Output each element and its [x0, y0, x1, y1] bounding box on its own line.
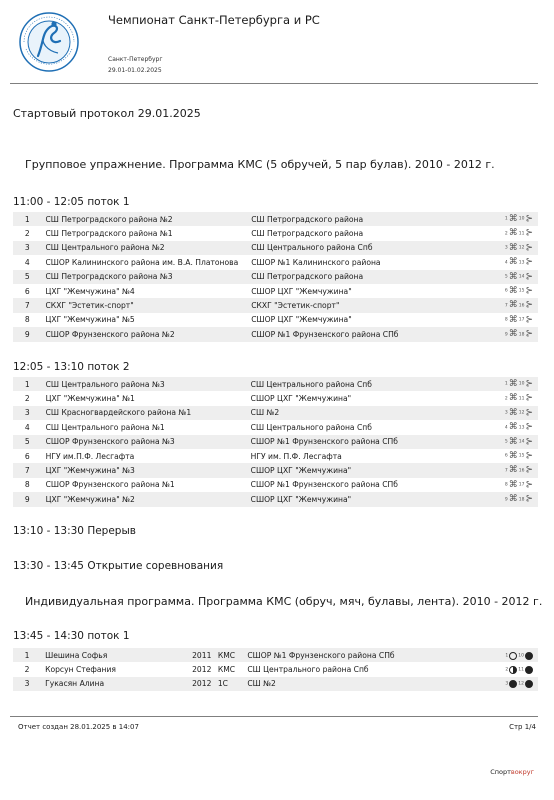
apparatus-order: [481, 377, 538, 391]
apparatus-order-1: 1: [505, 653, 509, 659]
start-number: 5: [13, 270, 42, 284]
start-number: 7: [13, 298, 42, 312]
ball-icon: [525, 680, 533, 688]
header-divider: [10, 83, 538, 84]
brand-logo: [490, 768, 534, 776]
ball-icon: [509, 666, 517, 674]
apparatus-order-2: 11: [518, 667, 524, 673]
club-name: СШОР ЦХГ "Жемчужина": [250, 394, 352, 404]
apparatus-order-1: 6: [504, 288, 508, 294]
clubs-icon: ⊱: [525, 271, 533, 282]
ball-icon: [509, 680, 517, 688]
team-name: СШ Красногвардейского района №1: [42, 406, 251, 420]
opening-title: 13:30 - 13:45 Открытие соревнования: [13, 560, 224, 572]
clubs-icon: ⊱: [525, 257, 533, 268]
apparatus-order-1: 6: [504, 453, 508, 459]
team-name: СШОР Калининского района им. В.А. Платонова: [45, 257, 239, 267]
clubs-icon: ⊱: [525, 285, 533, 296]
apparatus-order-2: 14: [518, 274, 525, 280]
apparatus-order-1: 7: [504, 468, 508, 474]
apparatus-order-2: 11: [518, 396, 525, 402]
apparatus-order-1: 2: [504, 396, 508, 402]
team-name: СШ Петроградского района №1: [45, 229, 173, 239]
club-name: СКХГ "Эстетик-спорт": [251, 298, 481, 312]
competition-city: Санкт-Петербург: [108, 56, 163, 63]
apparatus-order-1: 3: [504, 245, 508, 251]
club-name: СШ Петроградского района: [251, 270, 481, 284]
hoop-clubs-icon: ⌘: [508, 329, 518, 340]
hoop-clubs-icon: ⌘: [508, 479, 518, 490]
team-name: СКХГ "Эстетик-спорт": [42, 298, 252, 312]
club-name: НГУ им. П.Ф. Лесгафта: [250, 451, 342, 461]
start-number: 3: [13, 677, 41, 691]
apparatus-order-1: 5: [504, 274, 508, 280]
birth-year: 2012: [192, 677, 218, 691]
start-number: 5: [13, 435, 42, 449]
apparatus-order: [481, 463, 538, 477]
apparatus-order-2: 18: [518, 332, 525, 338]
apparatus-order-1: 9: [504, 332, 508, 338]
start-list-table: [13, 648, 538, 691]
hoop-clubs-icon: ⌘: [508, 450, 518, 461]
apparatus-order-2: 15: [518, 288, 525, 294]
start-number: 4: [24, 257, 30, 267]
apparatus-order: [481, 449, 538, 463]
apparatus-order: [481, 241, 538, 255]
apparatus-order-1: 1: [504, 381, 508, 387]
clubs-icon: ⊱: [525, 300, 533, 311]
brand-part-2: вокруг: [510, 768, 534, 776]
category-title-group: Групповое упражнение. Программа КМС (5 обручей, 5 пар булав). 2010 - 2012 г.: [25, 158, 495, 171]
start-number: 3: [13, 241, 42, 255]
apparatus-order-2: 13: [518, 425, 525, 431]
start-number: 1: [13, 377, 42, 391]
team-name: СШ Петроградского района №2: [42, 212, 252, 226]
apparatus-order: [481, 226, 538, 240]
federation-logo: [14, 11, 84, 73]
hoop-clubs-icon: ⌘: [508, 378, 518, 389]
apparatus-order-2: 17: [518, 482, 525, 488]
club-name: СШОР №1 Фрунзенского района СПб: [251, 327, 481, 341]
club-name: СШ Центрального района Спб: [250, 422, 372, 432]
clubs-icon: ⊱: [525, 479, 533, 490]
birth-year: 2011: [192, 648, 218, 662]
clubs-icon: ⊱: [525, 407, 533, 418]
apparatus-order-2: 13: [518, 260, 525, 266]
clubs-icon: ⊱: [525, 393, 533, 404]
apparatus-order: [481, 391, 538, 405]
clubs-icon: ⊱: [525, 228, 533, 239]
apparatus-order-2: 16: [518, 303, 525, 309]
hoop-clubs-icon: ⌘: [508, 393, 518, 404]
apparatus-order: [481, 406, 538, 420]
club-name: СШОР ЦХГ "Жемчужина": [251, 286, 352, 296]
clubs-icon: ⊱: [525, 465, 533, 476]
apparatus-order: [481, 327, 538, 341]
start-list-table: [13, 212, 538, 342]
apparatus-order-2: 10: [518, 381, 525, 387]
flow-title: 11:00 - 12:05 поток 1: [13, 196, 130, 208]
apparatus-order: [481, 420, 538, 434]
apparatus-order-1: 4: [504, 260, 508, 266]
team-name: СШОР Фрунзенского района №3: [42, 435, 251, 449]
hoop-clubs-icon: ⌘: [508, 422, 518, 433]
hoop-clubs-icon: ⌘: [508, 213, 518, 224]
apparatus-order-2: 10: [518, 216, 525, 222]
apparatus-order-2: 10: [518, 653, 524, 659]
start-number: 2: [24, 665, 30, 675]
apparatus-order: [481, 270, 538, 284]
ball-icon: [509, 652, 517, 660]
club-name: СШ Центрального района Спб: [251, 241, 481, 255]
team-name: СШ Петроградского района №3: [42, 270, 252, 284]
clubs-icon: ⊱: [525, 242, 533, 253]
apparatus-order-1: 5: [504, 439, 508, 445]
start-number: 6: [24, 451, 30, 461]
apparatus-order-1: 7: [504, 303, 508, 309]
page-number: Стр 1/4: [509, 723, 536, 731]
table-row: [13, 662, 538, 676]
table-row: [13, 677, 538, 691]
clubs-icon: ⊱: [525, 378, 533, 389]
clubs-icon: ⊱: [525, 450, 533, 461]
apparatus-order-1: 3: [505, 681, 509, 687]
table-row: [13, 226, 538, 240]
protocol-title: Стартовый протокол 29.01.2025: [13, 107, 201, 120]
start-number: 4: [24, 422, 30, 432]
flow-title: 12:05 - 13:10 поток 2: [13, 361, 130, 373]
apparatus-order-1: 4: [504, 425, 508, 431]
hoop-clubs-icon: ⌘: [508, 314, 518, 325]
hoop-clubs-icon: ⌘: [508, 494, 518, 505]
sport-rank: КМС: [217, 665, 236, 675]
apparatus-order-2: 12: [518, 681, 524, 687]
competition-title: Чемпионат Санкт-Петербурга и РС: [108, 13, 320, 27]
footer-divider: [10, 716, 538, 717]
club-name: СШ Центрального района Спб: [251, 377, 482, 391]
table-row: [13, 406, 538, 420]
apparatus-order-1: 1: [504, 216, 508, 222]
apparatus-order: [481, 492, 538, 506]
table-row: [13, 492, 538, 506]
apparatus-order-2: 11: [518, 231, 525, 237]
start-number: 9: [13, 492, 42, 506]
athlete-name: Корсун Стефания: [45, 665, 116, 675]
start-list-table: [13, 377, 538, 507]
competition-dates: 29.01-01.02.2025: [108, 67, 162, 74]
club-name: СШОР №1 Калининского района: [251, 257, 381, 267]
table-row: [13, 212, 538, 226]
club-name: СШ Центрального района Спб: [247, 665, 369, 675]
club-name: СШОР №1 Фрунзенского района СПб: [250, 480, 398, 490]
team-name: СШОР Фрунзенского района №2: [42, 327, 252, 341]
team-name: ЦХГ "Жемчужина" №2: [42, 492, 251, 506]
clubs-icon: ⊱: [525, 329, 533, 340]
apparatus-order-2: 12: [518, 410, 525, 416]
start-number: 7: [13, 463, 42, 477]
table-row: [13, 420, 538, 434]
category-title-individual: Индивидуальная программа. Программа КМС (обруч, мяч, булавы, лента). 2010 - 2012 г.: [25, 595, 543, 608]
hoop-clubs-icon: ⌘: [508, 300, 518, 311]
table-row: [13, 449, 538, 463]
ball-icon: [525, 652, 533, 660]
apparatus-order: [482, 677, 538, 691]
club-name: СШОР ЦХГ "Жемчужина": [251, 492, 482, 506]
hoop-clubs-icon: ⌘: [508, 242, 518, 253]
sport-rank: 1С: [218, 677, 248, 691]
club-name: СШОР №1 Фрунзенского района СПб: [251, 435, 482, 449]
clubs-icon: ⊱: [525, 422, 533, 433]
start-number: 1: [13, 212, 42, 226]
table-row: [13, 255, 538, 269]
table-row: [13, 270, 538, 284]
apparatus-order-2: 12: [518, 245, 525, 251]
team-name: СШОР Фрунзенского района №1: [45, 480, 175, 490]
hoop-clubs-icon: ⌘: [508, 436, 518, 447]
team-name: СШ Центрального района №1: [45, 422, 165, 432]
apparatus-order: [481, 313, 538, 327]
break-title: 13:10 - 13:30 Перерыв: [13, 525, 136, 537]
team-name: ЦХГ "Жемчужина" №4: [45, 286, 135, 296]
apparatus-order-1: 8: [504, 317, 508, 323]
table-row: [13, 463, 538, 477]
hoop-clubs-icon: ⌘: [508, 271, 518, 282]
hoop-clubs-icon: ⌘: [508, 285, 518, 296]
apparatus-order-1: 9: [504, 497, 508, 503]
brand-part-1: Спорт: [490, 768, 511, 776]
apparatus-order-1: 2: [504, 231, 508, 237]
apparatus-order-1: 8: [504, 482, 508, 488]
apparatus-order-1: 2: [505, 667, 509, 673]
team-name: ЦХГ "Жемчужина" №5: [45, 315, 135, 325]
report-created: Отчет создан 28.01.2025 в 14:07: [18, 723, 139, 731]
apparatus-order: [481, 478, 538, 492]
table-row: [13, 313, 538, 327]
apparatus-order-1: 3: [504, 410, 508, 416]
athlete-name: Гукасян Алина: [41, 677, 192, 691]
club-name: СШ №2: [251, 406, 482, 420]
team-name: НГУ им.П.Ф. Лесгафта: [45, 451, 135, 461]
hoop-clubs-icon: ⌘: [508, 407, 518, 418]
start-number: 8: [24, 480, 30, 490]
sport-rank: КМС: [218, 648, 248, 662]
table-row: [13, 391, 538, 405]
table-row: [13, 298, 538, 312]
hoop-clubs-icon: ⌘: [508, 228, 518, 239]
club-name: СШ Петроградского района: [251, 229, 364, 239]
ball-icon: [525, 666, 533, 674]
table-row: [13, 648, 538, 662]
start-number: 8: [24, 315, 30, 325]
birth-year: 2012: [192, 665, 212, 675]
start-number: 9: [13, 327, 42, 341]
club-name: СШОР ЦХГ "Жемчужина": [251, 463, 482, 477]
club-name: СШОР №1 Фрунзенского района СПб: [247, 648, 482, 662]
clubs-icon: ⊱: [525, 494, 533, 505]
start-number: 3: [13, 406, 42, 420]
athlete-name: Шешина Софья: [41, 648, 192, 662]
start-number: 2: [24, 394, 30, 404]
hoop-clubs-icon: ⌘: [508, 257, 518, 268]
apparatus-order: [482, 662, 538, 676]
table-row: [13, 241, 538, 255]
start-number: 2: [24, 229, 30, 239]
table-row: [13, 435, 538, 449]
table-row: [13, 284, 538, 298]
clubs-icon: ⊱: [525, 213, 533, 224]
apparatus-order: [481, 284, 538, 298]
apparatus-order: [481, 435, 538, 449]
apparatus-order-2: 16: [518, 468, 525, 474]
start-number: 1: [13, 648, 41, 662]
apparatus-order: [481, 298, 538, 312]
club-name: СШ Петроградского района: [251, 212, 481, 226]
apparatus-order-2: 18: [518, 497, 525, 503]
apparatus-order-2: 14: [518, 439, 525, 445]
team-name: ЦХГ "Жемчужина" №1: [45, 394, 135, 404]
table-row: [13, 327, 538, 341]
team-name: ЦХГ "Жемчужина" №3: [42, 463, 251, 477]
team-name: СШ Центрального района №2: [42, 241, 252, 255]
apparatus-order: [481, 212, 538, 226]
club-name: СШОР ЦХГ "Жемчужина": [251, 315, 352, 325]
flow-title: 13:45 - 14:30 поток 1: [13, 630, 130, 642]
apparatus-order-2: 17: [518, 317, 525, 323]
clubs-icon: ⊱: [525, 436, 533, 447]
club-name: СШ №2: [247, 677, 482, 691]
start-number: 6: [24, 286, 30, 296]
table-row: [13, 377, 538, 391]
apparatus-order-2: 15: [518, 453, 525, 459]
team-name: СШ Центрального района №3: [42, 377, 251, 391]
clubs-icon: ⊱: [525, 314, 533, 325]
apparatus-order: [481, 255, 538, 269]
hoop-clubs-icon: ⌘: [508, 465, 518, 476]
table-row: [13, 478, 538, 492]
apparatus-order: [482, 648, 538, 662]
